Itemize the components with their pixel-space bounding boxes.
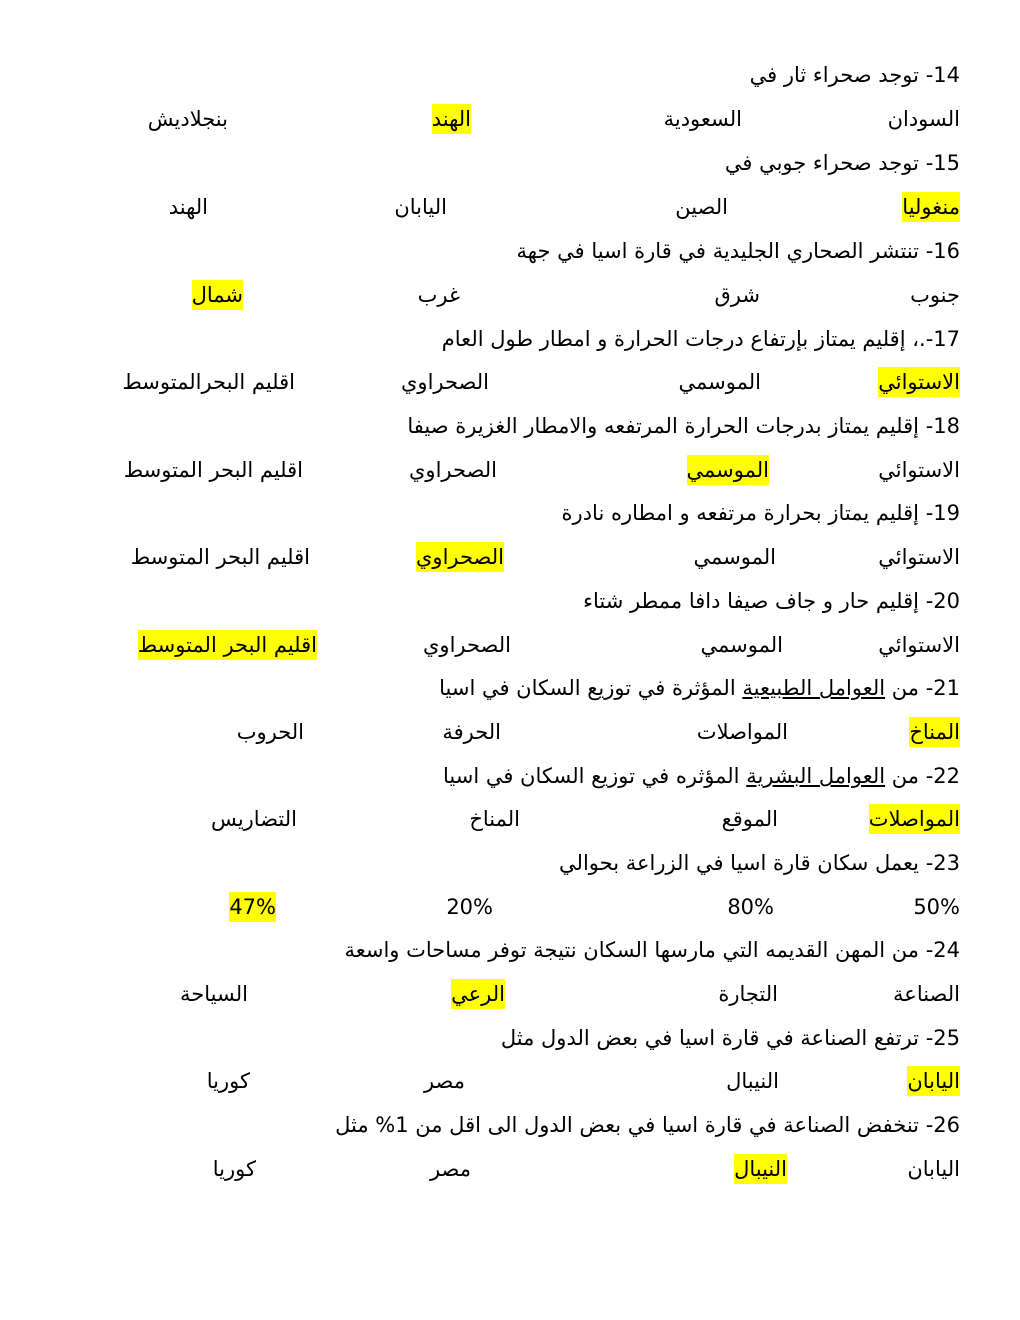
question-number: 17-.، bbox=[912, 327, 960, 351]
answer-highlight: منغوليا bbox=[902, 192, 960, 222]
question-underlined-text: العوامل البشرية bbox=[746, 764, 886, 788]
question-text-after: المؤثرة في توزيع السكان في اسيا bbox=[439, 676, 736, 700]
question-15 bbox=[725, 148, 960, 178]
option: الاستوائي bbox=[878, 633, 960, 657]
option: اقليم البحرالمتوسط bbox=[122, 370, 295, 394]
option: الحرفة bbox=[442, 720, 501, 744]
option: السعودية bbox=[663, 107, 742, 131]
option: الموقع bbox=[721, 807, 778, 831]
option: الصحراوي bbox=[423, 633, 511, 657]
option: الموسمي bbox=[693, 545, 776, 569]
option: المواصلات bbox=[696, 720, 788, 744]
question-text: تنتشر الصحاري الجليدية في قارة اسيا في جهة bbox=[516, 239, 919, 263]
option: اليابان bbox=[394, 195, 447, 219]
question-text: تنخفض الصناعة في قارة اسيا في بعض الدول الى اقل من 1% مثل bbox=[335, 1113, 919, 1137]
question-text: إقليم يمتاز بحرارة مرتفعه و امطاره نادرة bbox=[561, 501, 919, 525]
option: النيبال bbox=[726, 1069, 779, 1093]
answer-highlight: اليابان bbox=[907, 1066, 960, 1096]
option: الحروب bbox=[236, 720, 304, 744]
question-25 bbox=[501, 1023, 960, 1053]
answer-highlight: المواصلات bbox=[869, 804, 960, 834]
option: مصر bbox=[423, 1069, 465, 1093]
answer-highlight: المناخ bbox=[909, 717, 960, 747]
question-23 bbox=[559, 848, 960, 878]
option: الاستوائي bbox=[878, 458, 960, 482]
question-number: 22- bbox=[925, 764, 960, 788]
option: التجارة bbox=[718, 982, 778, 1006]
option: الصحراوي bbox=[409, 458, 497, 482]
option: 20% bbox=[446, 895, 493, 919]
question-24 bbox=[344, 935, 960, 965]
question-number: 23- bbox=[925, 851, 960, 875]
option: كوريا bbox=[212, 1157, 256, 1181]
option: مصر bbox=[429, 1157, 471, 1181]
question-text-after: المؤثره في توزيع السكان في اسيا bbox=[442, 764, 740, 788]
question-number: 19- bbox=[925, 501, 960, 525]
question-16 bbox=[517, 236, 961, 266]
question-17 bbox=[442, 324, 960, 354]
option: المناخ bbox=[469, 807, 520, 831]
option: الموسمي bbox=[678, 370, 761, 394]
question-text: إقليم يمتاز بإرتفاع درجات الحرارة و امطار طول العام bbox=[441, 327, 906, 351]
question-text: توجد صحراء جوبي في bbox=[724, 151, 919, 175]
question-20 bbox=[583, 586, 960, 616]
option: الصحراوي bbox=[401, 370, 489, 394]
option: كوريا bbox=[206, 1069, 250, 1093]
question-number: 14- bbox=[925, 63, 960, 87]
question-number: 26- bbox=[925, 1113, 960, 1137]
answer-highlight: اقليم البحر المتوسط bbox=[138, 630, 317, 660]
question-text: يعمل سكان قارة اسيا في الزراعة بحوالي bbox=[559, 851, 919, 875]
option: 80% bbox=[727, 895, 774, 919]
option: شرق bbox=[714, 283, 760, 307]
option: 50% bbox=[913, 895, 960, 919]
question-text: توجد صحراء ثار في bbox=[749, 63, 919, 87]
answer-highlight: الصحراوي bbox=[416, 542, 504, 572]
question-text-before: من bbox=[891, 676, 919, 700]
question-number: 20- bbox=[925, 589, 960, 613]
option: اقليم البحر المتوسط bbox=[130, 545, 310, 569]
question-underlined-text: العوامل الطبيعية bbox=[742, 676, 886, 700]
option: الموسمي bbox=[700, 633, 783, 657]
option: السودان bbox=[887, 107, 960, 131]
answer-highlight: شمال bbox=[192, 280, 243, 310]
answer-highlight: الاستوائي bbox=[878, 367, 960, 397]
question-21 bbox=[439, 673, 960, 703]
option: الهند bbox=[168, 195, 208, 219]
question-text-before: من bbox=[891, 764, 919, 788]
question-26 bbox=[335, 1110, 960, 1140]
option: جنوب bbox=[910, 283, 960, 307]
question-text: ترتفع الصناعة في قارة اسيا في بعض الدول مثل bbox=[500, 1026, 919, 1050]
question-19 bbox=[562, 498, 960, 528]
question-number: 16- bbox=[925, 239, 960, 263]
option: الصناعة bbox=[893, 982, 960, 1006]
answer-highlight: 47% bbox=[229, 892, 276, 922]
question-22 bbox=[443, 761, 960, 791]
question-text: إقليم يمتاز بدرجات الحرارة المرتفعه والامطار الغزيرة صيفا bbox=[407, 414, 919, 438]
answer-highlight: الرعي bbox=[451, 979, 505, 1009]
question-number: 21- bbox=[925, 676, 960, 700]
question-text: إقليم حار و جاف صيفا دافا ممطر شتاء bbox=[583, 589, 919, 613]
option: بنجلاديش bbox=[147, 107, 228, 131]
question-number: 18- bbox=[925, 414, 960, 438]
option: التضاريس bbox=[211, 807, 297, 831]
answer-highlight: النيبال bbox=[734, 1154, 787, 1184]
question-number: 25- bbox=[925, 1026, 960, 1050]
option: الاستوائي bbox=[878, 545, 960, 569]
answer-highlight: الهند bbox=[432, 104, 471, 134]
option: اقليم البحر المتوسط bbox=[123, 458, 303, 482]
question-number: 24- bbox=[925, 938, 960, 962]
question-14 bbox=[750, 60, 960, 90]
question-18 bbox=[407, 411, 960, 441]
option: غرب bbox=[417, 283, 460, 307]
option: الصين bbox=[675, 195, 728, 219]
option: اليابان bbox=[907, 1157, 960, 1181]
option: السياحة bbox=[180, 982, 248, 1006]
answer-highlight: الموسمي bbox=[687, 455, 769, 485]
question-number: 15- bbox=[925, 151, 960, 175]
question-text: من المهن القديمه التي مارسها السكان نتيجة توفر مساحات واسعة bbox=[344, 938, 919, 962]
